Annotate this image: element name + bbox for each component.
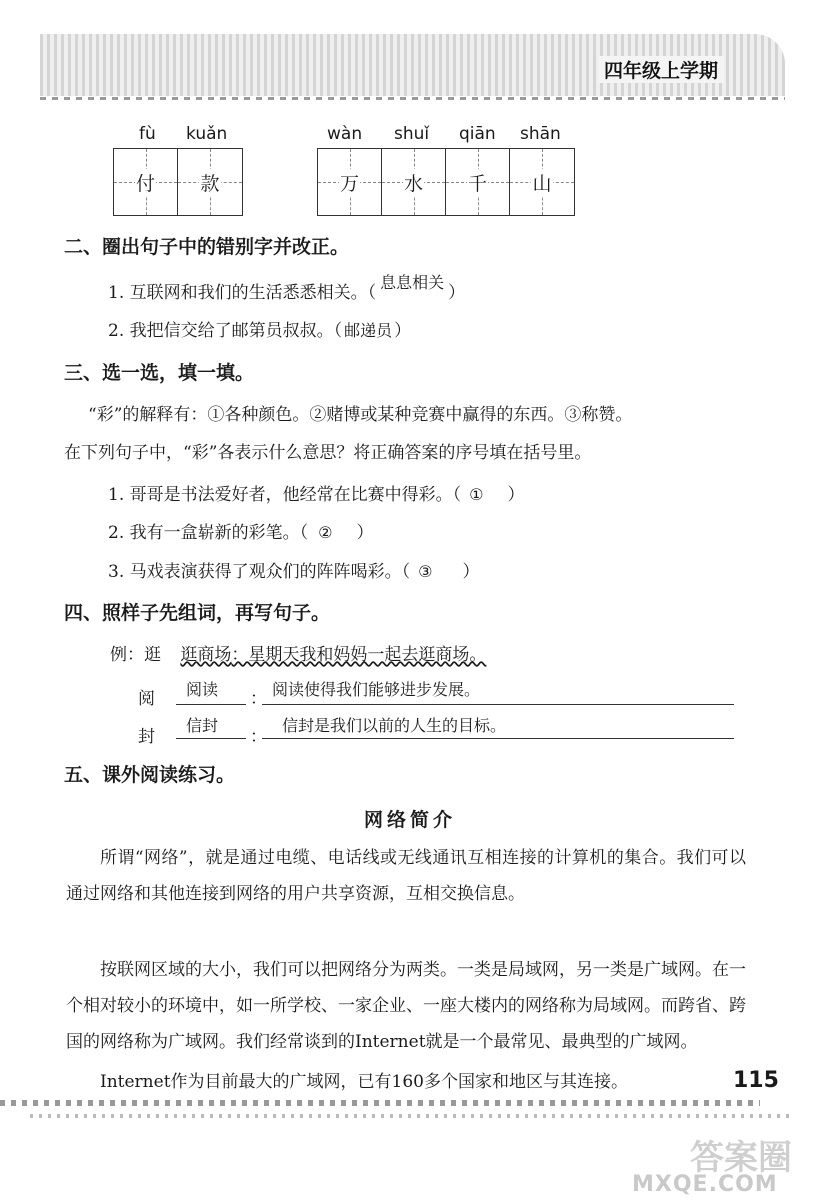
watermark-url: MXQE.COM xyxy=(632,1172,778,1197)
tianzi-cell: 款 xyxy=(178,149,242,215)
section-heading: 二、圈出句子中的错别字并改正。 xyxy=(64,236,350,258)
tianzi-cell: 付 xyxy=(114,149,178,215)
tianzi-cell: 水 xyxy=(382,149,446,215)
handwritten-answer: ② xyxy=(318,523,333,542)
example-row: 例：逛 逛商场：星期天我和妈妈一起去逛商场。 xyxy=(110,645,487,665)
exercise-char: 封 xyxy=(138,727,155,747)
pinyin-grid-group-2 xyxy=(317,148,575,216)
handwritten-answer: ① xyxy=(469,485,484,504)
pinyin-label: shān xyxy=(520,124,561,144)
watermark-logo: 答案圈 xyxy=(690,1138,792,1178)
colon: ： xyxy=(250,727,267,747)
header-title: 四年级上学期 xyxy=(598,56,724,83)
handwritten-sentence: 阅读使得我们能够进步发展。 xyxy=(272,680,481,699)
handwritten-answer: 邮递员 xyxy=(344,321,393,340)
footer-dotted-rule xyxy=(30,1114,790,1118)
pinyin-grid-group-1 xyxy=(113,148,243,216)
question-item: 2. 我有一盒崭新的彩笔。（ ② ） xyxy=(108,523,374,543)
pinyin-label: kuǎn xyxy=(186,124,228,144)
section-heading: 四、照样子先组词，再写句子。 xyxy=(64,602,331,624)
question-item: 3. 马戏表演获得了观众们的阵阵喝彩。（ ③ ） xyxy=(108,562,480,582)
question-item: 2. 我把信交给了邮第员叔叔。（ 邮递员 ） xyxy=(108,321,412,341)
page-number: 115 xyxy=(733,1068,779,1093)
article-paragraph: Internet作为目前最大的广域网，已有160多个国家和地区与其连接。 xyxy=(100,1072,628,1092)
instruction-text: “彩”的解释有：①各种颜色。②赌博或某种竞赛中赢得的东西。③称赞。 xyxy=(88,405,633,425)
pinyin-label: qiān xyxy=(459,124,496,144)
instruction-text: 在下列句子中，“彩”各表示什么意思？将正确答案的序号填在括号里。 xyxy=(64,443,592,463)
question-item: 1. 互联网和我们的生活悉悉相关。（息息相关） xyxy=(108,273,466,303)
pinyin-label: shuǐ xyxy=(394,124,430,144)
handwritten-sentence: 信封是我们以前的人生的目标。 xyxy=(282,716,507,735)
answer-blank xyxy=(262,738,734,739)
handwritten-answer: ③ xyxy=(418,562,433,581)
pinyin-label: wàn xyxy=(327,124,363,144)
handwritten-word: 阅读 xyxy=(186,680,219,699)
pinyin-label: fù xyxy=(139,124,156,144)
section-heading: 五、课外阅读练习。 xyxy=(64,764,236,786)
tianzi-cell: 千 xyxy=(446,149,510,215)
answer-blank xyxy=(176,738,246,739)
section-heading: 三、选一选，填一填。 xyxy=(64,362,255,384)
article-title: 网络简介 xyxy=(363,809,456,831)
header-dotted-rule xyxy=(40,97,785,100)
example-word: 逛商场 xyxy=(180,645,232,665)
answer-blank xyxy=(262,704,734,705)
footer-dotted-rule xyxy=(0,1100,760,1106)
article-paragraph: 按联网区域的大小，我们可以把网络分为两类。一类是局域网，另一类是广域网。在一个相对较小的环境中，如一所学校、一家企业、一座大楼内的网络称为局域网。而跨省、跨国的网络称为广域网。我们经常谈到的Internet就是一个最常见、最典型的广域网。 xyxy=(66,960,746,1052)
example-sentence: ：星期天我和妈妈一起去逛商场。 xyxy=(231,645,487,665)
colon: ： xyxy=(250,689,267,709)
handwritten-word: 信封 xyxy=(186,716,219,735)
question-item: 1. 哥哥是书法爱好者，他经常在比赛中得彩。（ ① ） xyxy=(108,485,525,505)
exercise-char: 阅 xyxy=(138,689,155,709)
tianzi-cell: 山 xyxy=(510,149,574,215)
article-paragraph: 所谓“网络”，就是通过电缆、电话线或无线通讯互相连接的计算机的集合。我们可以通过网络和其他连接到网络的用户共享资源，互相交换信息。 xyxy=(66,848,746,904)
handwritten-answer: 息息相关 xyxy=(380,273,445,292)
answer-blank xyxy=(176,704,246,705)
tianzi-cell: 万 xyxy=(318,149,382,215)
